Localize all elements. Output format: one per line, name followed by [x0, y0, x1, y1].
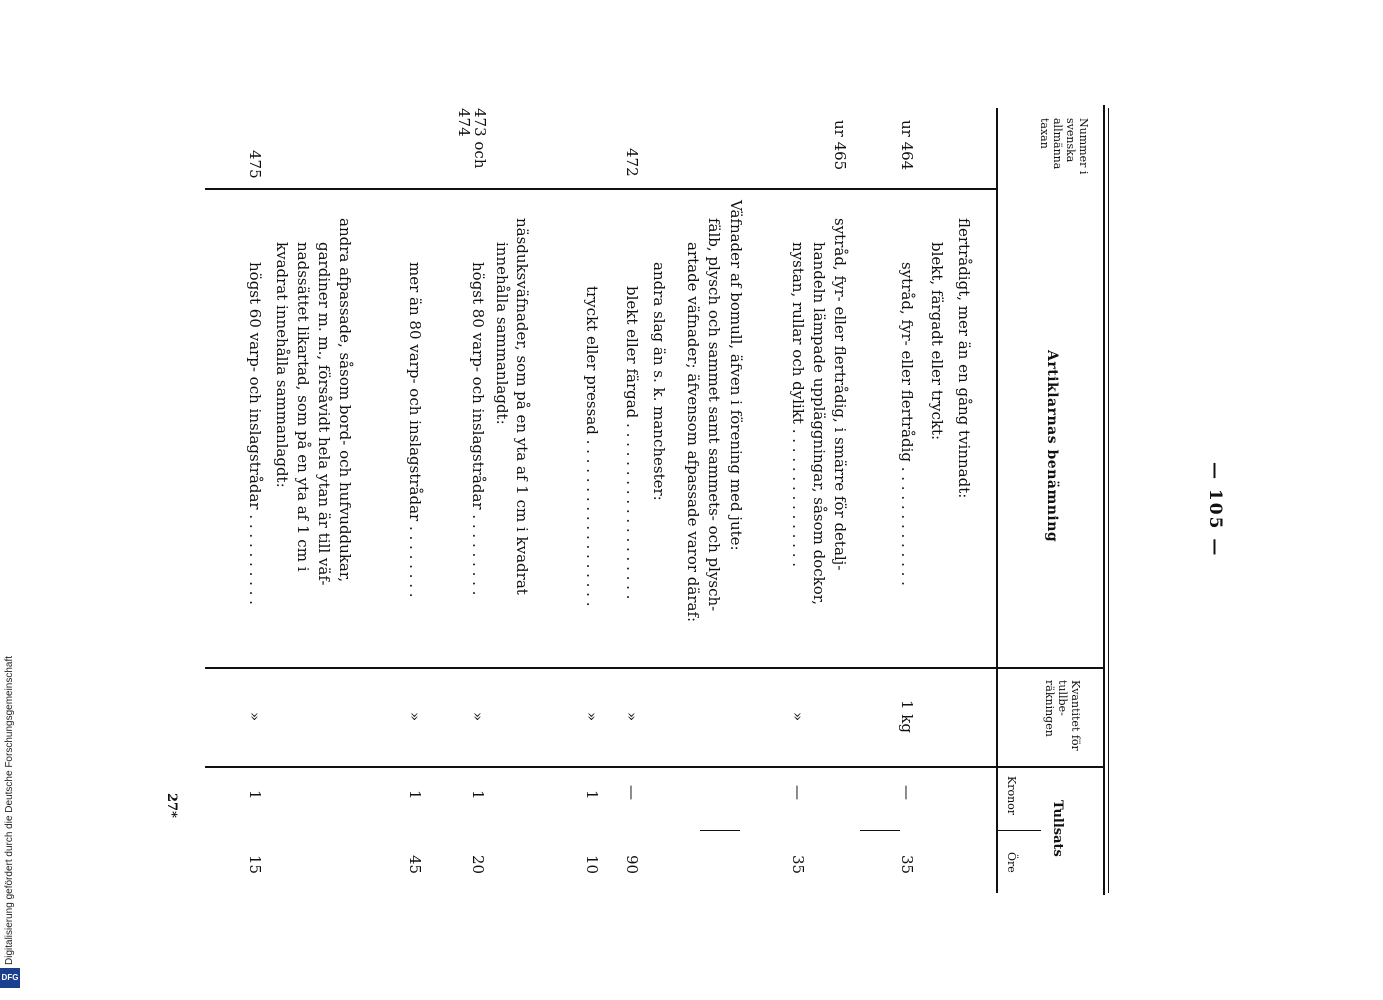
- table-top-rule-thin: [1108, 108, 1109, 893]
- row-text: nadssättet likartad, som på en yta af 1 cm i: [294, 242, 312, 572]
- header-kvantitet-text: Kvantitet för tullbe- räkningen: [1043, 680, 1082, 751]
- row-kvantitet: 1 kg: [898, 700, 916, 734]
- row-text: högst 60 varp- och inslagstrådar . . . . . . . . . .: [246, 262, 264, 605]
- row-kvantitet: »: [246, 712, 264, 722]
- digitization-note: Digitalisierung gefördert durch die Deutsche Forschungsgemeinschaft: [4, 655, 15, 965]
- row-ore: 45: [406, 855, 424, 875]
- row-kvantitet: »: [469, 712, 487, 722]
- row-text: handeln lämpade uppläggningar, såsom dockor,: [810, 242, 828, 606]
- page-number: — 105 —: [1205, 462, 1225, 558]
- row-kvantitet: »: [583, 712, 601, 722]
- row-text: högst 80 varp- och inslagstrådar . . . . . . . . .: [469, 262, 487, 596]
- header-ore: Öre: [1005, 852, 1018, 873]
- row-text: flertrådigt, mer än en gång tvinnadt:: [955, 218, 973, 499]
- column-divider-artiklar: [205, 667, 1103, 669]
- column-divider-nummer: [205, 188, 998, 190]
- column-divider-ore-short-2: [700, 830, 740, 831]
- row-kvantitet: »: [406, 712, 424, 722]
- row-text: andra slag än s. k. manchester:: [650, 262, 668, 501]
- header-kvantitet: [1043, 680, 1082, 760]
- header-tullsats: Tullsats: [1050, 800, 1065, 857]
- row-text: blekt eller färgad . . . . . . . . . . . . . . . . . . .: [623, 286, 641, 600]
- dfg-logo: DFG: [0, 968, 20, 988]
- column-divider-kvantitet: [205, 766, 1103, 768]
- row-text: mer än 80 varp- och inslagstrådar . . . . . . . .: [406, 262, 424, 598]
- row-kronor: —: [898, 785, 916, 800]
- row-text: nystan, rullar och dylikt . . . . . . . . . . . . . . .: [789, 242, 807, 567]
- footnote-mark: 27*: [164, 793, 179, 818]
- row-text: artade väfnader; äfvensom afpassade varor däraf:: [684, 242, 702, 623]
- header-nummer: [1038, 118, 1090, 188]
- row-text: gardiner m. m., försåvidt hela ytan är till väf-: [315, 242, 333, 586]
- row-ore: 35: [789, 855, 807, 875]
- row-text: andra afpassade, såsom bord- och hufvuddukar,: [336, 218, 354, 583]
- row-text: sytråd, fyr- eller flertrådig . . . . . . . . . . . . .: [898, 262, 916, 586]
- row-kvantitet: »: [789, 712, 807, 722]
- row-text: kvadrat innehålla sammanlagdt:: [273, 242, 291, 488]
- row-text: innehålla sammanlagdt:: [493, 242, 511, 425]
- row-text: Väfnader af bomull, äfven i förening med jute:: [727, 200, 745, 551]
- row-kronor: —: [789, 785, 807, 800]
- table-top-rule: [1103, 105, 1105, 895]
- row-nummer: 475: [246, 150, 264, 179]
- row-text: blekt, färgadt eller tryckt:: [928, 242, 946, 441]
- row-ore: 15: [246, 855, 264, 875]
- row-nummer: 473 och 474: [455, 108, 489, 169]
- header-nummer-text: Nummer i svenska allmänna taxan: [1038, 118, 1090, 175]
- row-nummer: ur 465: [831, 120, 849, 171]
- row-kronor: 1: [406, 790, 424, 800]
- row-nummer: 472: [623, 148, 641, 177]
- row-ore: 90: [623, 855, 641, 875]
- row-ore: 10: [583, 855, 601, 875]
- row-text: fälb, plysch och sammet samt sammets- och plysch-: [705, 218, 723, 612]
- row-ore: 20: [469, 855, 487, 875]
- row-nummer: ur 464: [898, 120, 916, 171]
- row-text: sytråd, fyr- eller flertrådig, i smärre för detalj-: [831, 218, 849, 571]
- column-divider-ore-short: [860, 830, 900, 831]
- row-kronor: 1: [583, 790, 601, 800]
- header-bottom-rule: [996, 108, 998, 893]
- row-kronor: 1: [469, 790, 487, 800]
- row-text: näsduksväfnader, som på en yta af 1 cm i kvadrat: [513, 218, 531, 595]
- row-kronor: 1: [246, 790, 264, 800]
- row-text: tryckt eller pressad . . . . . . . . . . . . . . . . . .: [583, 286, 601, 607]
- row-kronor: —: [623, 785, 641, 800]
- column-divider-tullsats-sub: [996, 830, 1041, 831]
- header-kronor: Kronor: [1005, 776, 1018, 816]
- header-benamning: Artiklarnas benämning: [1044, 350, 1060, 543]
- row-kvantitet: »: [623, 712, 641, 722]
- row-ore: 35: [898, 855, 916, 875]
